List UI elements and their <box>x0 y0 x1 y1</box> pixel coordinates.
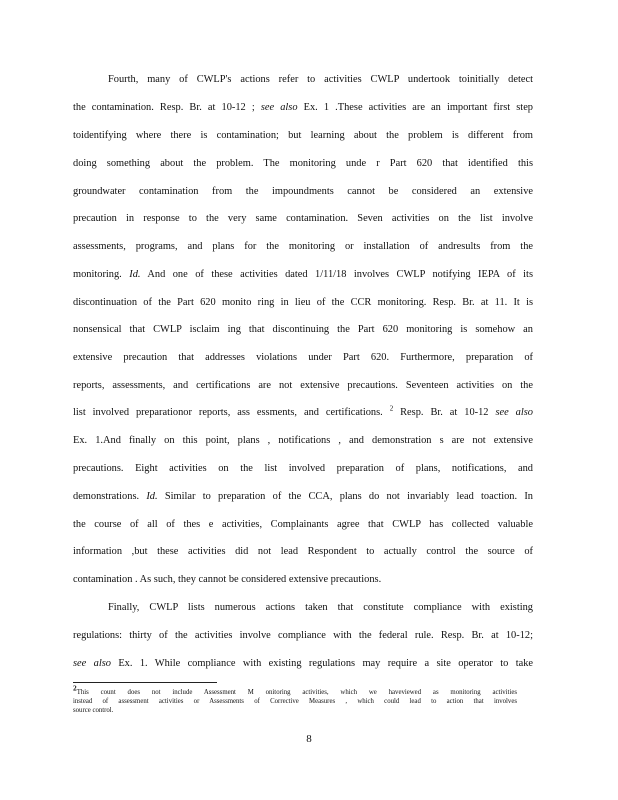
body-line-14: Ex. 1.And finally on this point, plans , notifications , and demonstration s are not extensive <box>73 435 533 446</box>
body-line-21: regulations: thirty of the activities involve compliance with the federal rule. Resp. Br. at 10-12; <box>73 630 533 641</box>
body-line-15: precautions. Eight activities on the list involved preparation of plans, notifications, and <box>73 463 533 474</box>
body-line-5: groundwater contamination from the impoundments cannot be considered an extensive <box>73 186 533 197</box>
footnote-ref-2: 2 <box>389 404 394 413</box>
body-line-16: demonstrations. Id. Similar to preparation of the CCA, plans do not invariably lead toaction. In <box>73 491 533 502</box>
body-line-10: nonsensical that CWLP isclaim ing that discontinuing the Part 620 monitoring is somehow an <box>73 324 533 335</box>
footnote-marker: 2 <box>73 683 77 693</box>
body-line-9: discontinuation of the Part 620 monito ring in lieu of the CCR monitoring. Resp. Br. at 11. It is <box>73 297 533 308</box>
body-line-17: the course of all of thes e activities, Complainants agree that CWLP has collected valuable <box>73 519 533 530</box>
footnote-separator <box>73 682 217 683</box>
body-line-6: precaution in response to the very same contamination. Seven activities on the list involve <box>73 213 533 224</box>
body-line-20: Finally, CWLP lists numerous actions taken that constitute compliance with existing <box>108 602 533 613</box>
body-line-1: Fourth, many of CWLP's actions refer to activities CWLP undertook toinitially detect <box>108 74 533 85</box>
footnote-line-3: source control. <box>73 707 114 714</box>
body-line-11: extensive precaution that addresses violations under Part 620. Furthermore, preparation of <box>73 352 533 363</box>
page-number: 8 <box>306 733 312 745</box>
body-line-3: toidentifying where there is contamination; but learning about the problem is different from <box>73 130 533 141</box>
body-line-18: information ,but these activities did not lead Respondent to actually control the source of <box>73 546 533 557</box>
body-line-19: contamination . As such, they cannot be considered extensive precautions. <box>73 574 382 585</box>
footnote-line-2: instead of assessment activities or Assessments of Corrective Measures , which could lead to action that involves <box>73 698 517 705</box>
body-line-7: assessments, programs, and plans for the monitoring or installation of andresults from the <box>73 241 533 252</box>
body-line-22: see also Ex. 1. While compliance with existing regulations may require a site operator to take <box>73 658 534 669</box>
footnote-line-1: $^2$This count does not include Assessment M onitoring activities, which we haveviewed as monitoring activities <box>73 683 517 696</box>
body-line-13: list involved preparationor reports, ass essments, and certifications. $^2$ Resp. Br. at 10-12 see also <box>73 404 533 418</box>
body-line-2: the contamination. Resp. Br. at 10-12 ; see also Ex. 1 .These activities are an important first step <box>73 102 534 113</box>
body-line-12: reports, assessments, and certifications are not extensive precautions. Seventeen activities on the <box>73 380 533 391</box>
body-line-8: monitoring. Id. And one of these activities dated 1/11/18 involves CWLP notifying IEPA of its <box>73 269 533 280</box>
body-line-4: doing something about the problem. The monitoring unde r Part 620 that identified this <box>73 158 533 169</box>
